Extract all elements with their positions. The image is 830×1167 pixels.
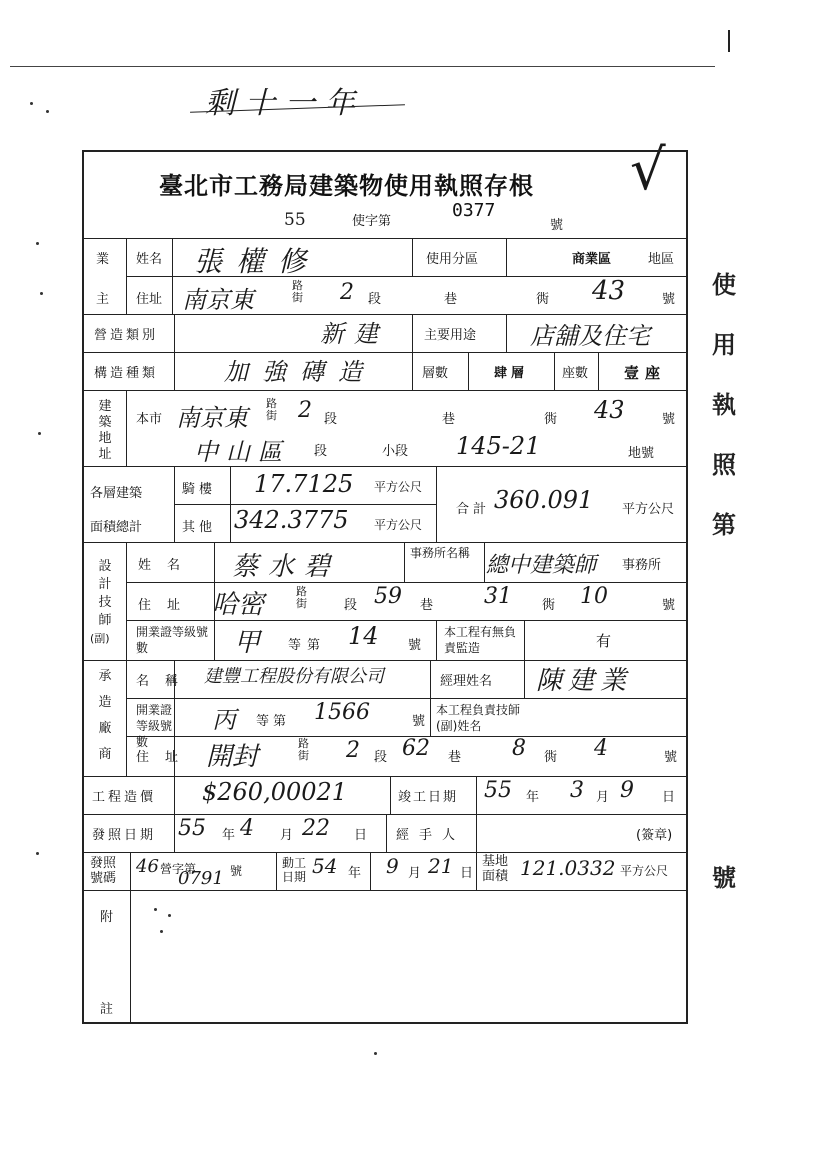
margin-mark: [728, 30, 730, 52]
other-unit: 平方公尺: [374, 518, 423, 532]
contractor-address-value: 開封: [206, 742, 259, 772]
floors-label: 層數: [422, 366, 449, 381]
contractor-label-4: 商: [98, 747, 112, 762]
permit-suffix: 號: [550, 218, 564, 233]
contractor-license-label: 開業證等級號數: [136, 703, 173, 749]
speckle: [36, 852, 39, 855]
structure-label: 構造種類: [94, 366, 159, 381]
completion-year: 55: [484, 778, 512, 803]
designer-name-label: 姓名: [138, 558, 197, 573]
designer-label-2: 計: [98, 577, 112, 592]
building-permit-suffix: 號: [230, 864, 243, 878]
manager-value: 陳建業: [536, 666, 633, 696]
margin-right-suffix: 號: [712, 864, 736, 892]
contractor-name-value: 建豐工程股份有限公司: [204, 666, 384, 687]
start-month-word: 月: [408, 866, 422, 881]
issue-label: 發照日期: [92, 828, 157, 843]
main-use-value: 店舖及住宅: [530, 322, 650, 350]
contractor-house-no: 4: [594, 736, 608, 761]
site-lot-no: 145-21: [456, 432, 541, 460]
site-district: 中山區: [194, 438, 290, 466]
blocks-value: 壹座: [624, 364, 667, 382]
building-permit-label: 發照號碼: [90, 856, 117, 886]
owner-street-word: 衖: [536, 292, 550, 307]
site-label-4: 址: [98, 447, 112, 462]
form-title: 臺北市工務局建築物使用執照存根: [159, 171, 534, 200]
start-day: 21: [428, 854, 454, 878]
start-year-word: 年: [348, 866, 362, 881]
contractor-lane-no: 62: [402, 736, 430, 761]
arcade-unit: 平方公尺: [374, 480, 423, 494]
contractor-lane-word: 巷: [448, 750, 462, 765]
site-district-word: 段: [314, 444, 328, 459]
site-subsection-word: 小段: [382, 444, 409, 459]
seal-label: (簽章): [636, 828, 673, 843]
designer-license-mid: 等第: [288, 638, 327, 653]
contractor-house-word: 號: [664, 750, 678, 765]
header-scribble: 剩十一年: [205, 86, 365, 121]
contractor-address-label: 住址: [136, 750, 195, 765]
site-label-3: 地: [98, 431, 112, 446]
arcade-label: 騎樓: [182, 482, 217, 497]
base-unit: 平方公尺: [620, 864, 669, 878]
engineer-label: 本工程負責技師(副)姓名: [436, 703, 521, 733]
construction-type-label: 營造類別: [94, 328, 159, 343]
owner-lane-word: 巷: [444, 292, 458, 307]
site-label-1: 建: [98, 399, 112, 414]
contractor-license-grade: 丙: [212, 706, 236, 734]
designer-license-no: 14: [348, 622, 379, 650]
total-value: 360.091: [494, 486, 594, 514]
base-value: 121.0332: [520, 856, 616, 880]
contractor-street-word: 衖: [544, 750, 558, 765]
owner-address-label: 住址: [136, 292, 163, 307]
designer-label-4: 師: [98, 613, 112, 628]
completion-day: 9: [620, 778, 634, 803]
supervise-value: 有: [596, 632, 612, 650]
other-value: 342.3775: [234, 506, 349, 534]
site-label-2: 築: [98, 415, 112, 430]
contractor-license-mid: 等第: [256, 714, 291, 729]
speckle: [30, 102, 33, 105]
construction-type-value: 新建: [320, 320, 388, 348]
speckle: [38, 432, 41, 435]
owner-section-label-1: 業: [96, 252, 110, 267]
designer-office-value: 總中建築師: [486, 553, 597, 578]
speckle: [154, 908, 157, 911]
owner-section-no: 2: [340, 280, 354, 305]
zone-value: 商業區: [572, 252, 612, 267]
contractor-label-3: 廠: [98, 721, 112, 736]
margin-right-text: 使用執照第: [712, 271, 736, 539]
speckle: [40, 292, 43, 295]
total-unit: 平方公尺: [622, 502, 675, 517]
designer-section-word: 段: [344, 598, 358, 613]
owner-name-label: 姓名: [136, 252, 163, 267]
start-label: 動工日期: [282, 856, 307, 884]
notes-label-top: 附: [100, 910, 114, 925]
designer-alley-no: 31: [484, 584, 512, 609]
owner-address-road: 南京東: [182, 286, 254, 314]
base-label: 基地面積: [482, 854, 509, 884]
main-use-label: 主要用途: [424, 328, 477, 343]
completion-day-word: 日: [662, 790, 676, 805]
floors-value: 肆層: [494, 366, 529, 381]
designer-address-value: 哈密: [212, 590, 265, 620]
designer-license-suffix: 號: [408, 638, 422, 653]
site-lot-word: 地號: [628, 446, 655, 461]
issue-month: 4: [240, 816, 254, 841]
completion-month: 3: [570, 778, 584, 803]
zone-suffix: 地區: [648, 252, 675, 267]
permit-form: [82, 150, 688, 1024]
manager-label: 經理姓名: [440, 674, 493, 689]
speckle: [374, 1052, 377, 1055]
total-label: 合計: [456, 502, 491, 517]
speckle: [160, 930, 163, 933]
blocks-label: 座數: [562, 366, 589, 381]
owner-section-word: 段: [368, 292, 382, 307]
contractor-name-label: 名稱: [136, 674, 195, 689]
start-year: 54: [312, 854, 338, 878]
start-day-word: 日: [460, 866, 474, 881]
owner-house-word: 號: [662, 292, 676, 307]
completion-month-word: 月: [596, 790, 610, 805]
contractor-license-suffix: 號: [412, 714, 426, 729]
contractor-license-no: 1566: [314, 700, 370, 725]
owner-section-label-2: 主: [96, 292, 110, 307]
site-road: 南京東: [176, 404, 248, 432]
supervise-label: 本工程有無負責監造: [444, 625, 517, 655]
contractor-section-no: 2: [346, 738, 360, 763]
completion-label: 竣工日期: [398, 790, 459, 805]
site-section-word: 段: [324, 412, 338, 427]
site-house-no: 43: [594, 396, 625, 424]
designer-name-value: 蔡水碧: [232, 552, 341, 582]
site-house-word: 號: [662, 412, 676, 427]
designer-address-label: 住址: [138, 598, 197, 613]
site-lane-word: 巷: [442, 412, 456, 427]
contractor-road-marker: 路街: [298, 737, 309, 762]
permit-year: 55: [284, 210, 306, 230]
arcade-value: 17.7125: [254, 470, 354, 498]
designer-license-grade: 甲: [234, 628, 261, 658]
designer-license-label: 開業證等級號數: [136, 625, 209, 655]
issue-day-word: 日: [354, 828, 368, 843]
structure-value: 加強磚造: [224, 358, 376, 386]
building-permit-number: 0791: [178, 868, 224, 889]
handler-label: 經手人: [396, 828, 466, 843]
building-permit-prefix: 營字第: [160, 862, 197, 876]
site-section-no: 2: [298, 398, 312, 423]
owner-road-marker: 路街: [292, 279, 303, 304]
page-edge-line: [10, 66, 715, 67]
contractor-street-no: 8: [512, 736, 526, 761]
issue-year: 55: [178, 816, 206, 841]
designer-lane-word: 巷: [420, 598, 434, 613]
site-street-word: 衖: [544, 412, 558, 427]
contractor-label-1: 承: [98, 669, 112, 684]
issue-year-word: 年: [222, 828, 236, 843]
speckle: [46, 110, 49, 113]
designer-lane-no: 59: [374, 584, 402, 609]
designer-road-marker: 路街: [296, 585, 307, 610]
designer-office-label: 事務所名稱: [410, 546, 471, 560]
permit-number: 0377: [452, 200, 496, 221]
designer-street-word: 衖: [542, 598, 556, 613]
designer-office-suffix: 事務所: [622, 558, 662, 573]
designer-house-no: 10: [580, 584, 608, 609]
building-permit-year: 46: [136, 856, 159, 877]
speckle: [36, 242, 39, 245]
owner-house-no: 43: [592, 276, 626, 306]
notes-label-bottom: 註: [100, 1002, 114, 1017]
completion-year-word: 年: [526, 790, 540, 805]
floor-area-label-1: 各層建築: [90, 486, 143, 501]
site-city: 本市: [136, 412, 163, 427]
floor-area-label-2: 面積總計: [90, 520, 143, 535]
zone-label: 使用分區: [426, 252, 479, 267]
other-label: 其他: [182, 520, 217, 535]
designer-house-word: 號: [662, 598, 676, 613]
issue-day: 22: [302, 816, 330, 841]
issue-month-word: 月: [280, 828, 294, 843]
start-month: 9: [386, 854, 399, 878]
designer-label-5: (副): [90, 632, 110, 645]
owner-name-value: 張權修: [194, 245, 321, 278]
contractor-section-word: 段: [374, 750, 388, 765]
check-mark: √: [630, 138, 666, 203]
permit-prefix: 使字第: [352, 214, 392, 229]
cost-label: 工程造價: [92, 790, 157, 805]
cost-value: $260,00021: [202, 778, 348, 806]
designer-label-1: 設: [98, 559, 112, 574]
speckle: [168, 914, 171, 917]
designer-label-3: 技: [98, 595, 112, 610]
contractor-label-2: 造: [98, 695, 112, 710]
site-road-marker: 路街: [266, 397, 277, 422]
